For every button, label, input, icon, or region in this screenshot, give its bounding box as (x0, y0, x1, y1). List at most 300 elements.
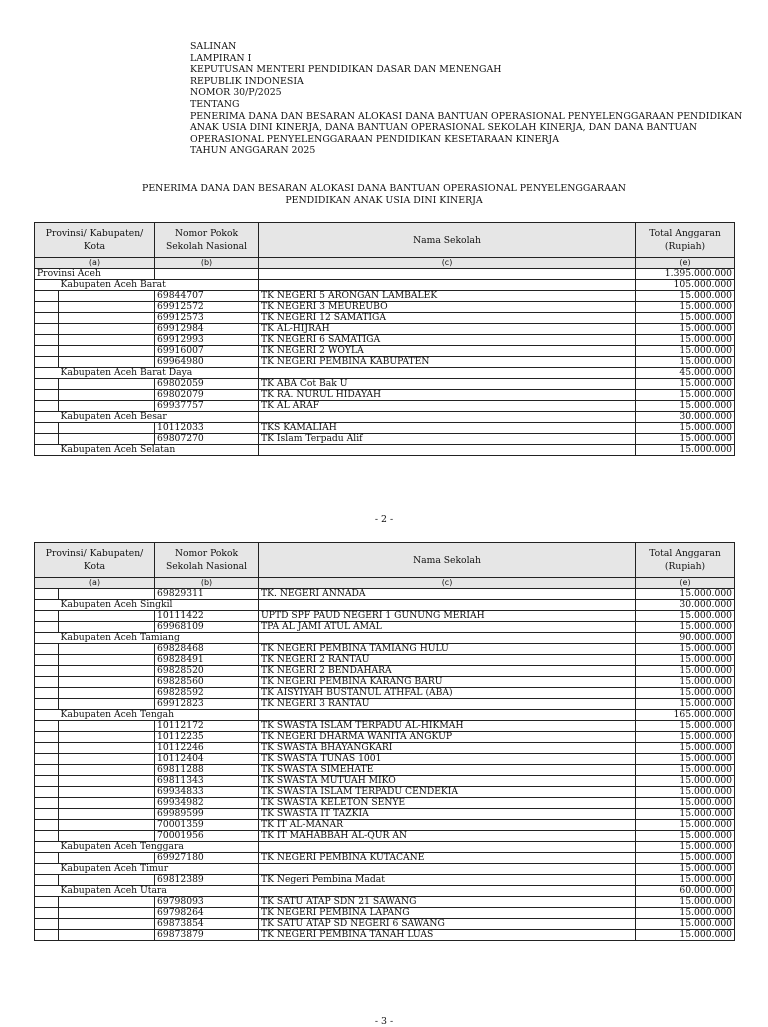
school-name-cell: TKS KAMALIAH (259, 423, 636, 434)
indent-cell (35, 445, 59, 456)
npsn-cell: 69873854 (155, 919, 259, 930)
indent-cell (35, 831, 59, 842)
indent-cell (35, 423, 59, 434)
header-line: REPUBLIK INDONESIA (190, 75, 304, 87)
school-row (35, 622, 735, 633)
school-row (35, 335, 735, 346)
regency-cell (59, 335, 155, 346)
school-row (35, 919, 735, 930)
school-row (35, 930, 735, 941)
regency-cell (59, 721, 155, 732)
school-row (35, 875, 735, 886)
col-header-school-name: Nama Sekolah (259, 543, 636, 578)
indent-cell (35, 379, 59, 390)
regency-cell (59, 357, 155, 368)
npsn-cell: 70001359 (155, 820, 259, 831)
school-name-cell (259, 280, 636, 291)
school-row (35, 434, 735, 445)
total-cell: 15.000.000 (636, 765, 735, 776)
regency-name: Kabupaten Aceh Barat Daya (59, 368, 259, 379)
school-name-cell: TK SWASTA IT TAZKIA (259, 809, 636, 820)
header-line: TENTANG (190, 98, 240, 110)
school-row (35, 809, 735, 820)
regency-cell (59, 930, 155, 941)
total-cell: 15.000.000 (636, 291, 735, 302)
indent-cell (35, 600, 59, 611)
indent-cell (35, 390, 59, 401)
npsn-cell: 69828491 (155, 655, 259, 666)
indent-cell (35, 633, 59, 644)
school-name-cell: TK SWASTA MUTUAH MIKO (259, 776, 636, 787)
regency-name: Kabupaten Aceh Tenggara (59, 842, 259, 853)
indent-cell (35, 357, 59, 368)
page-number: - 3 - (374, 1016, 394, 1027)
school-row (35, 787, 735, 798)
school-name-cell: TK. NEGERI ANNADA (259, 589, 636, 600)
regency-cell (59, 644, 155, 655)
total-cell: 15.000.000 (636, 666, 735, 677)
indent-cell (35, 346, 59, 357)
regency-cell (59, 291, 155, 302)
indent-cell (35, 919, 59, 930)
school-row (35, 291, 735, 302)
school-name-cell: UPTD SPF PAUD NEGERI 1 GUNUNG MERIAH (259, 611, 636, 622)
indent-cell (35, 710, 59, 721)
school-row (35, 379, 735, 390)
school-name-cell: TK NEGERI PEMBINA TANAH LUAS (259, 930, 636, 941)
header-line: TAHUN ANGGARAN 2025 (190, 145, 316, 157)
npsn-cell: 69828520 (155, 666, 259, 677)
regency-cell (59, 699, 155, 710)
total-cell: 15.000.000 (636, 743, 735, 754)
school-row (35, 897, 735, 908)
regency-cell (59, 765, 155, 776)
school-name-cell: TK Islam Terpadu Alif (259, 434, 636, 445)
school-name-cell: TK AISYIYAH BUSTANUL ATHFAL (ABA) (259, 688, 636, 699)
total-cell: 15.000.000 (636, 798, 735, 809)
school-name-cell: TK NEGERI 2 WOYLA (259, 346, 636, 357)
total-cell: 15.000.000 (636, 346, 735, 357)
regency-cell (59, 908, 155, 919)
npsn-cell: 69811288 (155, 765, 259, 776)
regency-row (35, 886, 735, 897)
school-row (35, 655, 735, 666)
school-name-cell: TK NEGERI PEMBINA KUTACANE (259, 853, 636, 864)
total-cell: 15.000.000 (636, 875, 735, 886)
school-name-cell: TK NEGERI 6 SAMATIGA (259, 335, 636, 346)
npsn-cell: 10112246 (155, 743, 259, 754)
total-cell: 105.000.000 (636, 280, 735, 291)
npsn-cell: 69912984 (155, 324, 259, 335)
school-row (35, 765, 735, 776)
regency-cell (59, 622, 155, 633)
total-cell: 30.000.000 (636, 412, 735, 423)
school-row (35, 798, 735, 809)
school-row (35, 357, 735, 368)
regency-cell (59, 853, 155, 864)
npsn-cell: 69811343 (155, 776, 259, 787)
regency-row (35, 280, 735, 291)
school-name-cell: TK NEGERI PEMBINA KARANG BARU (259, 677, 636, 688)
npsn-cell: 69912573 (155, 313, 259, 324)
school-name-cell: TK AL ARAF (259, 401, 636, 412)
school-name-cell: TK NEGERI PEMBINA LAPANG (259, 908, 636, 919)
header-line: PENERIMA DANA DAN BESARAN ALOKASI DANA BANTUAN OPERASIONAL PENYELENGGARAAN PENDIDIKAN (190, 110, 743, 122)
school-row (35, 908, 735, 919)
school-row (35, 302, 735, 313)
school-name-cell: TK SATU ATAP SDN 21 SAWANG (259, 897, 636, 908)
npsn-cell: 69934833 (155, 787, 259, 798)
school-name-cell: TK AL-HIJRAH (259, 324, 636, 335)
indent-cell (35, 291, 59, 302)
school-row (35, 721, 735, 732)
indent-cell (35, 787, 59, 798)
total-cell: 15.000.000 (636, 919, 735, 930)
npsn-cell: 69802059 (155, 379, 259, 390)
indent-cell (35, 743, 59, 754)
table-title-line: PENDIDIKAN ANAK USIA DINI KINERJA (285, 195, 483, 206)
school-name-cell: TK NEGERI PEMBINA KABUPATEN (259, 357, 636, 368)
indent-cell (35, 302, 59, 313)
school-row (35, 324, 735, 335)
indent-cell (35, 401, 59, 412)
school-name-cell: TK NEGERI 5 ARONGAN LAMBALEK (259, 291, 636, 302)
indent-cell (35, 930, 59, 941)
header-line: NOMOR 30/P/2025 (190, 87, 282, 99)
total-cell: 30.000.000 (636, 600, 735, 611)
npsn-cell: 69934982 (155, 798, 259, 809)
school-name-cell: TK SWASTA KELETON SENYE (259, 798, 636, 809)
school-name-cell (259, 269, 636, 280)
regency-cell (59, 302, 155, 313)
indent-cell (35, 820, 59, 831)
col-label-c: (c) (259, 578, 636, 589)
total-cell: 15.000.000 (636, 589, 735, 600)
col-label-b: (b) (155, 578, 259, 589)
school-name-cell (259, 412, 636, 423)
npsn-cell: 69912572 (155, 302, 259, 313)
col-header-province: Provinsi/ Kabupaten/ Kota (35, 543, 155, 578)
regency-cell (59, 831, 155, 842)
total-cell: 15.000.000 (636, 732, 735, 743)
npsn-cell: 70001956 (155, 831, 259, 842)
total-cell: 15.000.000 (636, 335, 735, 346)
col-label-c: (c) (259, 258, 636, 269)
school-name-cell (259, 842, 636, 853)
total-cell: 1.395.000.000 (636, 269, 735, 280)
school-row (35, 611, 735, 622)
school-row (35, 754, 735, 765)
regency-cell (59, 897, 155, 908)
school-name-cell: TK RA. NURUL HIDAYAH (259, 390, 636, 401)
school-name-cell: TK Negeri Pembina Madat (259, 875, 636, 886)
header-line: SALINAN (190, 41, 237, 52)
col-header-school-name: Nama Sekolah (259, 223, 636, 258)
header-line: LAMPIRAN I (190, 52, 252, 64)
school-name-cell (259, 710, 636, 721)
regency-row (35, 368, 735, 379)
regency-cell (59, 776, 155, 787)
total-cell: 15.000.000 (636, 776, 735, 787)
school-row (35, 688, 735, 699)
school-name-cell: TK SWASTA SIMEHATE (259, 765, 636, 776)
school-row (35, 732, 735, 743)
regency-cell (59, 655, 155, 666)
npsn-cell: 69798093 (155, 897, 259, 908)
regency-cell (59, 666, 155, 677)
total-cell: 60.000.000 (636, 886, 735, 897)
npsn-cell: 10112172 (155, 721, 259, 732)
npsn-cell: 69964980 (155, 357, 259, 368)
school-name-cell: TK NEGERI 2 BENDAHARA (259, 666, 636, 677)
regency-cell (59, 434, 155, 445)
indent-cell (35, 313, 59, 324)
total-cell: 15.000.000 (636, 401, 735, 412)
indent-cell (35, 853, 59, 864)
npsn-cell: 69828560 (155, 677, 259, 688)
school-row (35, 346, 735, 357)
school-name-cell: TPA AL JAMI ATUL AMAL (259, 622, 636, 633)
regency-row (35, 842, 735, 853)
total-cell: 165.000.000 (636, 710, 735, 721)
header-line: KEPUTUSAN MENTERI PENDIDIKAN DASAR DAN MENENGAH (190, 64, 502, 76)
regency-name: Kabupaten Aceh Tengah (59, 710, 259, 721)
school-name-cell (259, 886, 636, 897)
col-label-a: (a) (35, 578, 155, 589)
total-cell: 15.000.000 (636, 853, 735, 864)
regency-name: Kabupaten Aceh Barat (59, 280, 259, 291)
school-name-cell (259, 633, 636, 644)
regency-cell (59, 346, 155, 357)
col-header-total: Total Anggaran (Rupiah) (636, 223, 735, 258)
regency-cell (59, 787, 155, 798)
indent-cell (35, 622, 59, 633)
allocation-table-page-2 (34, 542, 735, 941)
npsn-cell: 69798264 (155, 908, 259, 919)
regency-name: Kabupaten Aceh Besar (59, 412, 259, 423)
indent-cell (35, 666, 59, 677)
school-row (35, 831, 735, 842)
total-cell: 15.000.000 (636, 434, 735, 445)
indent-cell (35, 798, 59, 809)
col-header-npsn: Nomor Pokok Sekolah Nasional (155, 223, 259, 258)
regency-name: Kabupaten Aceh Tamiang (59, 633, 259, 644)
total-cell: 15.000.000 (636, 809, 735, 820)
regency-cell (59, 390, 155, 401)
indent-cell (35, 644, 59, 655)
indent-cell (35, 677, 59, 688)
indent-cell (35, 809, 59, 820)
npsn-cell: 69807270 (155, 434, 259, 445)
total-cell: 15.000.000 (636, 864, 735, 875)
regency-cell (59, 379, 155, 390)
regency-row (35, 864, 735, 875)
table-title (34, 183, 734, 207)
school-name-cell: TK SWASTA TUNAS 1001 (259, 754, 636, 765)
school-name-cell (259, 368, 636, 379)
regency-cell (59, 401, 155, 412)
total-cell: 15.000.000 (636, 688, 735, 699)
indent-cell (35, 412, 59, 423)
allocation-table-page-1 (34, 222, 735, 456)
npsn-cell: 69844707 (155, 291, 259, 302)
total-cell: 15.000.000 (636, 611, 735, 622)
indent-cell (35, 897, 59, 908)
indent-cell (35, 655, 59, 666)
col-header-total: Total Anggaran (Rupiah) (636, 543, 735, 578)
school-name-cell: TK SATU ATAP SD NEGERI 6 SAWANG (259, 919, 636, 930)
regency-cell (59, 743, 155, 754)
regency-cell (59, 313, 155, 324)
npsn-cell: 69828468 (155, 644, 259, 655)
regency-cell (59, 919, 155, 930)
npsn-cell: 69989599 (155, 809, 259, 820)
school-name-cell (259, 864, 636, 875)
indent-cell (35, 765, 59, 776)
province-name: Provinsi Aceh (35, 269, 155, 280)
indent-cell (35, 908, 59, 919)
npsn-cell: 69927180 (155, 853, 259, 864)
school-row (35, 699, 735, 710)
npsn-cell: 69873879 (155, 930, 259, 941)
regency-cell (59, 324, 155, 335)
total-cell: 15.000.000 (636, 699, 735, 710)
indent-cell (35, 688, 59, 699)
school-row (35, 589, 735, 600)
school-name-cell: TK SWASTA ISLAM TERPADU CENDEKIA (259, 787, 636, 798)
school-name-cell: TK NEGERI 3 MEUREUBO (259, 302, 636, 313)
indent-cell (35, 721, 59, 732)
total-cell: 15.000.000 (636, 445, 735, 456)
regency-cell (59, 820, 155, 831)
total-cell: 15.000.000 (636, 831, 735, 842)
npsn-cell: 69912823 (155, 699, 259, 710)
total-cell: 15.000.000 (636, 357, 735, 368)
total-cell: 15.000.000 (636, 313, 735, 324)
total-cell: 15.000.000 (636, 423, 735, 434)
page-number: - 2 - (374, 514, 394, 525)
total-cell: 15.000.000 (636, 390, 735, 401)
npsn-cell: 69912993 (155, 335, 259, 346)
indent-cell (35, 434, 59, 445)
regency-cell (59, 754, 155, 765)
table-title-line: PENERIMA DANA DAN BESARAN ALOKASI DANA BANTUAN OPERASIONAL PENYELENGGARAAN (142, 183, 626, 194)
school-name-cell: TK SWASTA BHAYANGKARI (259, 743, 636, 754)
npsn-cell: 69812389 (155, 875, 259, 886)
header-line: ANAK USIA DINI KINERJA, DANA BANTUAN OPERASIONAL SEKOLAH KINERJA, DAN DANA BANTUAN (190, 122, 698, 134)
indent-cell (35, 864, 59, 875)
indent-cell (35, 732, 59, 743)
regency-cell (59, 798, 155, 809)
total-cell: 15.000.000 (636, 897, 735, 908)
indent-cell (35, 842, 59, 853)
npsn-cell: 69829311 (155, 589, 259, 600)
total-cell: 15.000.000 (636, 842, 735, 853)
total-cell: 90.000.000 (636, 633, 735, 644)
school-name-cell (259, 600, 636, 611)
indent-cell (35, 699, 59, 710)
school-row (35, 677, 735, 688)
school-row (35, 820, 735, 831)
npsn-cell: 69802079 (155, 390, 259, 401)
npsn-cell: 10111422 (155, 611, 259, 622)
regency-row (35, 445, 735, 456)
col-label-e: (e) (636, 578, 735, 589)
indent-cell (35, 886, 59, 897)
regency-cell (59, 423, 155, 434)
regency-name: Kabupaten Aceh Utara (59, 886, 259, 897)
indent-cell (35, 589, 59, 600)
indent-cell (35, 335, 59, 346)
school-row (35, 853, 735, 864)
npsn-cell: 69828592 (155, 688, 259, 699)
indent-cell (35, 368, 59, 379)
indent-cell (35, 776, 59, 787)
school-row (35, 401, 735, 412)
regency-cell (59, 611, 155, 622)
total-cell: 15.000.000 (636, 379, 735, 390)
regency-cell (59, 688, 155, 699)
school-name-cell: TK NEGERI 2 RANTAU (259, 655, 636, 666)
school-row (35, 776, 735, 787)
total-cell: 15.000.000 (636, 677, 735, 688)
indent-cell (35, 280, 59, 291)
regency-cell (59, 677, 155, 688)
regency-row (35, 412, 735, 423)
regency-cell (59, 875, 155, 886)
npsn-cell: 69937757 (155, 401, 259, 412)
school-name-cell (259, 445, 636, 456)
total-cell: 45.000.000 (636, 368, 735, 379)
total-cell: 15.000.000 (636, 787, 735, 798)
regency-row (35, 710, 735, 721)
school-row (35, 743, 735, 754)
school-row (35, 666, 735, 677)
npsn-cell: 10112235 (155, 732, 259, 743)
indent-cell (35, 875, 59, 886)
total-cell: 15.000.000 (636, 644, 735, 655)
indent-cell (35, 324, 59, 335)
regency-name: Kabupaten Aceh Singkil (59, 600, 259, 611)
total-cell: 15.000.000 (636, 324, 735, 335)
document-header (190, 41, 750, 157)
school-row (35, 423, 735, 434)
regency-name: Kabupaten Aceh Timur (59, 864, 259, 875)
school-name-cell: TK NEGERI DHARMA WANITA ANGKUP (259, 732, 636, 743)
npsn-cell: 69916007 (155, 346, 259, 357)
indent-cell (35, 754, 59, 765)
regency-row (35, 600, 735, 611)
total-cell: 15.000.000 (636, 754, 735, 765)
school-row (35, 313, 735, 324)
school-name-cell: TK NEGERI PEMBINA TAMIANG HULU (259, 644, 636, 655)
total-cell: 15.000.000 (636, 655, 735, 666)
total-cell: 15.000.000 (636, 820, 735, 831)
school-name-cell: TK NEGERI 12 SAMATIGA (259, 313, 636, 324)
school-name-cell: TK IT AL-MANAR (259, 820, 636, 831)
col-header-npsn: Nomor Pokok Sekolah Nasional (155, 543, 259, 578)
header-line: OPERASIONAL PENYELENGGARAAN PENDIDIKAN KESETARAAN KINERJA (190, 133, 559, 145)
indent-cell (35, 611, 59, 622)
total-cell: 15.000.000 (636, 908, 735, 919)
school-name-cell: TK SWASTA ISLAM TERPADU AL-HIKMAH (259, 721, 636, 732)
col-header-province: Provinsi/ Kabupaten/ Kota (35, 223, 155, 258)
school-row (35, 390, 735, 401)
total-cell: 15.000.000 (636, 302, 735, 313)
npsn-cell: 10112033 (155, 423, 259, 434)
school-name-cell: TK ABA Cot Bak U (259, 379, 636, 390)
npsn-cell (155, 269, 259, 280)
